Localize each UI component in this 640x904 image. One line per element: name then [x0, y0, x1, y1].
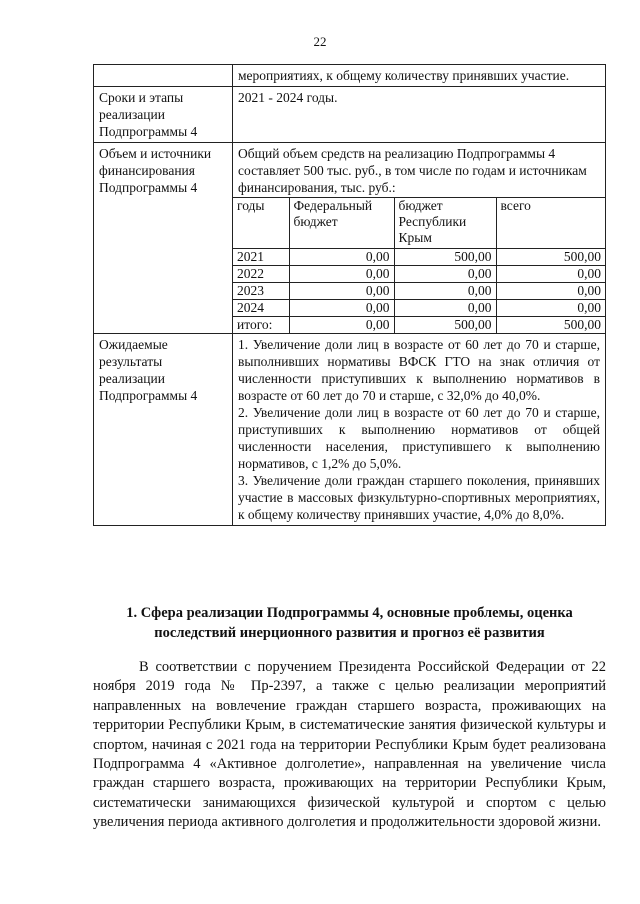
table-row-continuation — [94, 65, 606, 87]
value-cell: 0,00 — [289, 300, 394, 317]
column-header: годы — [233, 198, 289, 249]
result-item: 1. Увеличение доли лиц в возрасте от 60 лет до 70 и старше, выполнивших нормативы ВФСК ГТО на знак отличия от численности приступивших к выполнению нормативов в возрасте от 60 лет до 70 и старше, с 32,0% до 40,0%. — [238, 337, 600, 403]
page-number: 22 — [313, 34, 327, 49]
value-cell: 0,00 — [289, 249, 394, 266]
row-label — [94, 65, 233, 87]
total-label-cell: итого: — [233, 317, 289, 334]
column-header: бюджет Республики Крым — [394, 198, 496, 249]
finance-row — [233, 249, 605, 266]
body-paragraph: В соответствии с поручением Президента Российской Федерации от 22 ноября 2019 года № Пр-2397, а также с целью реализации мероприятий направленных на вовлечение граждан старшего возраста, проживающих на территории Республики Крым, в систематические занятия физической культуры и спортом, начиная с 2021 года на территории Республики Крым будет реализована Подпрограмма 4 «Активное долголетие», направленная на увеличение числа граждан старшего возраста, проживающих на территории Республики Крым, систематически занимающихся физической культурой и спортом с целью увеличения периода активного долголетия и продолжительности здоровой жизни. — [93, 659, 606, 831]
value-cell: 0,00 — [496, 266, 605, 283]
value-cell: 0,00 — [496, 300, 605, 317]
finance-cell — [233, 143, 606, 334]
value-cell: 500,00 — [496, 317, 605, 334]
value-cell: 0,00 — [394, 300, 496, 317]
row-label: Ожидаемые результаты реализации Подпрограммы 4 — [94, 334, 233, 526]
value-cell: 0,00 — [289, 283, 394, 300]
value-cell: 500,00 — [394, 317, 496, 334]
year-cell: 2021 — [233, 249, 289, 266]
value-cell: 500,00 — [496, 249, 605, 266]
finance-table — [233, 197, 605, 333]
section-heading: 1. Сфера реализации Подпрограммы 4, основные проблемы, оценка последствий инерционного развития и прогноз её развития — [126, 605, 573, 641]
value-cell: 0,00 — [289, 266, 394, 283]
table-row-finance — [94, 143, 606, 334]
table-row-results — [94, 334, 606, 526]
finance-total-row — [233, 317, 605, 334]
result-item: 2. Увеличение доли лиц в возрасте от 60 лет до 70 и старше, приступивших к выполнению нормативов от общей численности населения, приступившего к выполнению нормативов, с 1,2% до 5,0%. — [238, 405, 600, 471]
year-cell: 2023 — [233, 283, 289, 300]
results-cell — [233, 334, 606, 526]
column-header: всего — [496, 198, 605, 249]
value-cell: 0,00 — [394, 266, 496, 283]
value-cell: 0,00 — [496, 283, 605, 300]
column-header: Федеральный бюджет — [289, 198, 394, 249]
passport-table — [93, 64, 606, 526]
result-item: 3. Увеличение доли граждан старшего поколения, принявших участие в массовых физкультурно-спортивных мероприятиях, к общему количеству принявших участие, 4,0% до 8,0%. — [238, 473, 600, 522]
finance-row — [233, 283, 605, 300]
row-value: мероприятиях, к общему количеству принявших участие. — [233, 65, 606, 87]
year-cell: 2024 — [233, 300, 289, 317]
finance-header-row — [233, 198, 605, 249]
value-cell: 0,00 — [289, 317, 394, 334]
row-label: Сроки и этапы реализации Подпрограммы 4 — [94, 87, 233, 143]
finance-row — [233, 300, 605, 317]
finance-row — [233, 266, 605, 283]
row-label: Объем и источники финансирования Подпрограммы 4 — [94, 143, 233, 334]
value-cell: 500,00 — [394, 249, 496, 266]
finance-intro: Общий объем средств на реализацию Подпрограммы 4 составляет 500 тыс. руб., в том числе по годам и источникам финансирования, тыс. руб.: — [238, 146, 587, 195]
value-cell: 0,00 — [394, 283, 496, 300]
year-cell: 2022 — [233, 266, 289, 283]
table-row-terms — [94, 87, 606, 143]
row-value: 2021 - 2024 годы. — [233, 87, 606, 143]
